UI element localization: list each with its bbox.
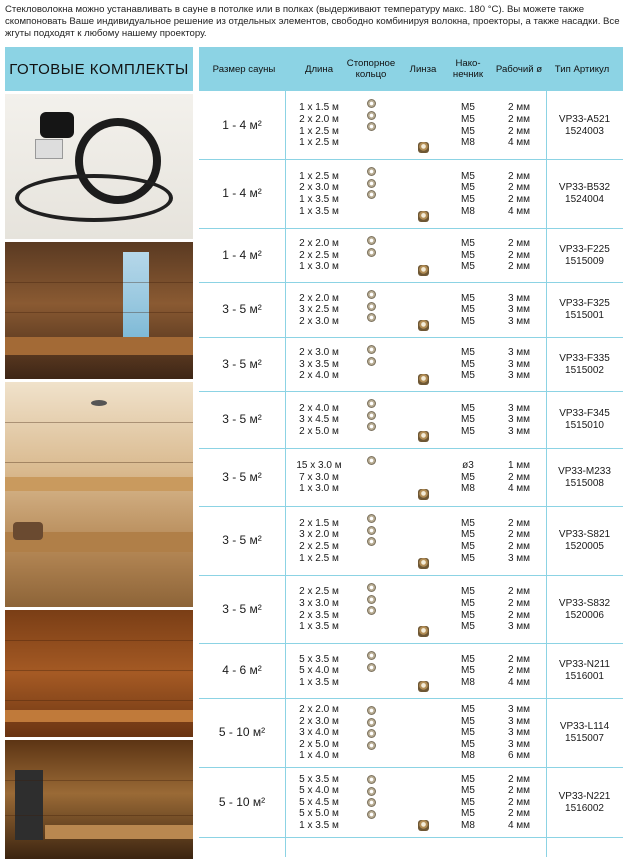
- type-article: [546, 576, 623, 643]
- tip-list: [445, 768, 491, 837]
- tip-value: M5: [461, 738, 475, 750]
- ring-icon: [367, 111, 376, 120]
- lens-icon: [418, 820, 429, 831]
- length-value: 2 x 2.5 м: [299, 249, 339, 261]
- length-value: 3 x 2.0 м: [299, 529, 339, 541]
- length-value: 3 x 2.5 м: [299, 304, 339, 316]
- tip-value: M5: [461, 773, 475, 785]
- length-value: 2 x 5.0 м: [299, 738, 339, 750]
- length-value: 7 x 3.0 м: [299, 471, 339, 483]
- type-article-value: VP33-S821: [558, 529, 611, 541]
- table-row: [199, 92, 623, 160]
- tip-value: M5: [461, 358, 475, 370]
- table-row: [199, 229, 623, 283]
- type-article-value: VP33-N221: [558, 790, 611, 802]
- tip-value: M5: [461, 541, 475, 552]
- tip-value: M5: [461, 125, 475, 137]
- length-value: 3 x 3.5 м: [299, 358, 339, 370]
- tip-value: M8: [461, 676, 475, 688]
- diameter-list: [492, 644, 546, 698]
- diameter-list: [492, 160, 546, 228]
- diameter-value: 2 мм: [507, 102, 531, 114]
- intro-text: Стекловолокна можно устанавливать в сауне в потолке или в полках (выдерживают температуру макс. 180 °C). Вы можете также скомпоновать Ваше индивидуальное решение из отдельных элементов, свободно комбинируя волокна, проекторы, а также насадки. Все жгуты подходят к любому нашему проектору.: [5, 4, 620, 39]
- diameter-value: 6 мм: [507, 750, 531, 762]
- length-value: 2 x 1.5 м: [299, 517, 339, 529]
- diameter-value: 3 мм: [507, 414, 531, 426]
- header-length: Длина: [304, 63, 334, 75]
- length-value: 3 x 3.0 м: [299, 597, 339, 609]
- type-article: [546, 160, 623, 228]
- diameter-value: 2 мм: [507, 182, 531, 194]
- type-article-value: VP33-F225: [559, 243, 610, 255]
- ring-icon: [367, 663, 376, 672]
- diameter-value: 2 мм: [507, 665, 531, 677]
- length-value: 1 x 1.5 м: [299, 102, 339, 114]
- lens-icon: [418, 431, 429, 442]
- ring-icon: [367, 651, 376, 660]
- tip-value: M5: [461, 715, 475, 727]
- length-value: 2 x 3.0 м: [299, 315, 339, 327]
- tip-value: M8: [461, 137, 475, 149]
- tip-value: M8: [461, 205, 475, 217]
- tip-list: [445, 229, 491, 282]
- type-article-value: 1520006: [565, 609, 604, 621]
- length-value: 5 x 5.0 м: [299, 808, 339, 820]
- tip-value: M5: [461, 170, 475, 182]
- length-value: 2 x 2.0 м: [299, 113, 339, 125]
- tip-value: M5: [461, 347, 475, 359]
- diameter-list: [492, 392, 546, 448]
- diameter-value: 2 мм: [507, 249, 531, 261]
- type-article-value: VP33-F345: [559, 408, 610, 420]
- table-row: [199, 699, 623, 768]
- ring-cell: [339, 644, 403, 698]
- ring-icon: [367, 514, 376, 523]
- type-article-value: 1516001: [565, 671, 604, 682]
- tip-value: M5: [461, 609, 475, 621]
- diameter-value: 3 мм: [507, 402, 531, 414]
- ring-cell: [339, 449, 403, 506]
- tip-value: M5: [461, 249, 475, 261]
- ring-icon: [367, 718, 376, 727]
- type-article-value: VP33-S832: [558, 597, 611, 609]
- type-article: [546, 229, 623, 282]
- type-article: [546, 392, 623, 448]
- diameter-value: 3 мм: [507, 315, 531, 327]
- length-value: 1 x 3.5 м: [299, 819, 339, 831]
- table-header: [199, 47, 623, 91]
- diameter-value: 2 мм: [507, 609, 531, 621]
- diameter-value: 3 мм: [507, 552, 531, 564]
- type-article-value: VP33-F335: [559, 352, 610, 364]
- tip-value: ø3: [462, 460, 474, 472]
- diameter-value: 3 мм: [507, 358, 531, 370]
- type-article: [546, 283, 623, 337]
- table-row: [199, 283, 623, 338]
- ring-icon: [367, 456, 376, 465]
- ring-icon: [367, 787, 376, 796]
- ring-cell: [339, 699, 403, 767]
- diameter-value: 2 мм: [507, 125, 531, 137]
- table-row: [199, 507, 623, 576]
- ring-icon: [367, 411, 376, 420]
- tip-list: [445, 576, 491, 643]
- tip-list: [445, 92, 491, 159]
- column-separator: [546, 91, 547, 857]
- type-article-value: VP33-F325: [559, 298, 610, 310]
- ring-icon: [367, 99, 376, 108]
- diameter-list: [492, 507, 546, 575]
- ring-cell: [339, 338, 403, 391]
- tip-value: M5: [461, 304, 475, 316]
- diameter-value: 3 мм: [507, 715, 531, 727]
- type-article-value: 1515008: [565, 477, 604, 489]
- tip-value: M5: [461, 597, 475, 609]
- ring-icon: [367, 537, 376, 546]
- section-title: [5, 47, 193, 91]
- length-value: 1 x 3.5 м: [299, 676, 339, 688]
- type-article: [546, 699, 623, 767]
- ring-icon: [367, 302, 376, 311]
- tip-value: M5: [461, 402, 475, 414]
- sauna-size: 1 - 4 м²: [222, 117, 262, 132]
- type-article-value: 1524003: [565, 125, 604, 137]
- diameter-value: 2 мм: [507, 653, 531, 665]
- tip-value: M5: [461, 785, 475, 797]
- diameter-value: 2 мм: [507, 517, 531, 529]
- tip-value: M5: [461, 471, 475, 483]
- tip-value: M5: [461, 102, 475, 114]
- type-article: [546, 92, 623, 159]
- column-separator: [285, 91, 286, 857]
- length-value: 3 x 4.5 м: [299, 414, 339, 426]
- ring-icon: [367, 399, 376, 408]
- length-value: 1 x 3.0 м: [299, 261, 339, 273]
- diameter-value: 3 мм: [507, 621, 531, 633]
- header-type-article: Тип Артикул: [554, 63, 610, 75]
- ring-cell: [339, 507, 403, 575]
- diameter-value: 3 мм: [507, 370, 531, 382]
- ring-icon: [367, 526, 376, 535]
- length-value: 15 x 3.0 м: [296, 460, 342, 472]
- length-value: 1 x 3.5 м: [299, 194, 339, 205]
- header-ring: Стопорное кольцо: [346, 58, 396, 80]
- ring-icon: [367, 583, 376, 592]
- tip-value: M5: [461, 517, 475, 529]
- sauna-photo-2: [5, 382, 193, 610]
- table-row: [199, 392, 623, 449]
- lens-icon: [418, 265, 429, 276]
- tip-value: M5: [461, 796, 475, 808]
- diameter-value: 4 мм: [507, 483, 531, 495]
- length-value: 1 x 2.5 м: [299, 137, 339, 149]
- type-article-value: VP33-N211: [559, 659, 610, 671]
- lens-icon: [418, 211, 429, 222]
- tip-value: M5: [461, 414, 475, 426]
- tip-value: M5: [461, 621, 475, 633]
- ring-icon: [367, 706, 376, 715]
- sauna-photo-4: [5, 740, 193, 862]
- diameter-value: 2 мм: [507, 785, 531, 797]
- ring-icon: [367, 179, 376, 188]
- length-value: 1 x 4.0 м: [299, 750, 339, 762]
- ring-icon: [367, 729, 376, 738]
- length-value: 2 x 2.5 м: [299, 541, 339, 552]
- table-row: [199, 449, 623, 507]
- length-value: 2 x 2.0 м: [299, 238, 339, 250]
- diameter-list: [492, 338, 546, 391]
- sauna-size: 5 - 10 м²: [218, 725, 266, 740]
- length-value: 5 x 3.5 м: [299, 773, 339, 785]
- tip-value: M8: [461, 483, 475, 495]
- ring-cell: [339, 92, 403, 159]
- ring-icon: [367, 595, 376, 604]
- type-article: [546, 449, 623, 506]
- diameter-value: 3 мм: [507, 738, 531, 750]
- tip-value: M5: [461, 529, 475, 541]
- tip-list: [445, 699, 491, 767]
- header-lens: Линза: [409, 63, 437, 75]
- length-value: 1 x 2.5 м: [299, 552, 339, 564]
- length-value: 2 x 3.0 м: [299, 347, 339, 359]
- type-article-value: 1515002: [565, 364, 604, 376]
- type-article: [546, 644, 623, 698]
- length-value: 1 x 3.5 м: [299, 621, 339, 633]
- diameter-value: 2 мм: [507, 586, 531, 598]
- length-value: 5 x 3.5 м: [299, 653, 339, 665]
- ring-icon: [367, 313, 376, 322]
- type-article-value: VP33-L114: [559, 721, 610, 733]
- lens-icon: [418, 558, 429, 569]
- length-value: 5 x 4.0 м: [299, 665, 339, 677]
- diameter-value: 3 мм: [507, 425, 531, 437]
- sauna-size: 1 - 4 м²: [222, 247, 262, 262]
- ring-icon: [367, 775, 376, 784]
- section-title-label: ГОТОВЫЕ КОМПЛЕКТЫ: [9, 60, 189, 78]
- tip-list: [445, 392, 491, 448]
- kits-table: [199, 47, 623, 857]
- type-article: [546, 768, 623, 837]
- type-article-value: VP33-A521: [558, 113, 611, 125]
- sauna-photo-3: [5, 610, 193, 740]
- tip-value: M8: [461, 819, 475, 831]
- length-value: 1 x 3.0 м: [299, 483, 339, 495]
- table-row: [199, 644, 623, 699]
- tip-list: [445, 644, 491, 698]
- ring-icon: [367, 422, 376, 431]
- diameter-list: [492, 229, 546, 282]
- length-value: 2 x 3.0 м: [299, 715, 339, 727]
- length-value: 2 x 3.5 м: [299, 609, 339, 621]
- type-article-value: 1524004: [565, 194, 604, 205]
- length-value: 2 x 4.0 м: [299, 402, 339, 414]
- ring-cell: [339, 229, 403, 282]
- diameter-value: 2 мм: [507, 261, 531, 273]
- tip-list: [445, 338, 491, 391]
- ring-cell: [339, 392, 403, 448]
- photo-column: [5, 94, 193, 862]
- type-article: [546, 507, 623, 575]
- tip-value: M5: [461, 194, 475, 205]
- length-value: 5 x 4.0 м: [299, 785, 339, 797]
- tip-value: M5: [461, 552, 475, 564]
- tip-value: M5: [461, 808, 475, 820]
- lens-icon: [418, 320, 429, 331]
- ring-icon: [367, 236, 376, 245]
- diameter-value: 4 мм: [507, 205, 531, 217]
- diameter-value: 2 мм: [507, 471, 531, 483]
- projector-kit-photo: [5, 94, 193, 242]
- diameter-value: 2 мм: [507, 773, 531, 785]
- sauna-size: 3 - 5 м²: [222, 412, 262, 427]
- diameter-value: 2 мм: [507, 238, 531, 250]
- type-article-value: 1516002: [565, 802, 604, 814]
- type-article: [546, 338, 623, 391]
- ring-icon: [367, 345, 376, 354]
- diameter-value: 2 мм: [507, 170, 531, 182]
- ring-icon: [367, 357, 376, 366]
- type-article-value: 1515009: [565, 255, 604, 267]
- tip-list: [445, 160, 491, 228]
- diameter-value: 2 мм: [507, 113, 531, 125]
- header-working-diameter: Рабочий ø: [495, 63, 543, 75]
- header-size: Размер сауны: [212, 63, 276, 75]
- header-tip: Нако-нечник: [452, 58, 484, 80]
- ring-icon: [367, 798, 376, 807]
- ring-icon: [367, 122, 376, 131]
- sauna-size: 3 - 5 м²: [222, 533, 262, 548]
- type-article-value: 1515010: [565, 420, 604, 431]
- lens-icon: [418, 681, 429, 692]
- length-value: 1 x 2.5 м: [299, 125, 339, 137]
- table-row: [199, 576, 623, 644]
- ring-cell: [339, 576, 403, 643]
- ring-icon: [367, 248, 376, 257]
- tip-value: M5: [461, 261, 475, 273]
- sauna-size: 3 - 5 м²: [222, 601, 262, 616]
- length-value: 2 x 4.0 м: [299, 370, 339, 382]
- diameter-value: 3 мм: [507, 292, 531, 304]
- tip-value: M5: [461, 727, 475, 739]
- diameter-value: 3 мм: [507, 704, 531, 716]
- length-value: 2 x 2.5 м: [299, 586, 339, 598]
- tip-value: M5: [461, 665, 475, 677]
- diameter-list: [492, 768, 546, 837]
- length-value: 3 x 4.0 м: [299, 727, 339, 739]
- tip-list: [445, 449, 491, 506]
- tip-value: M5: [461, 586, 475, 598]
- tip-value: M5: [461, 238, 475, 250]
- length-value: 2 x 3.0 м: [299, 182, 339, 194]
- diameter-value: 2 мм: [507, 796, 531, 808]
- diameter-list: [492, 449, 546, 506]
- length-value: 5 x 4.5 м: [299, 796, 339, 808]
- sauna-size: 1 - 4 м²: [222, 186, 262, 201]
- type-article-value: 1515007: [565, 733, 604, 744]
- tip-value: M5: [461, 315, 475, 327]
- type-article-value: 1520005: [565, 541, 604, 552]
- lens-icon: [418, 142, 429, 153]
- sauna-size: 4 - 6 м²: [222, 663, 262, 678]
- diameter-list: [492, 576, 546, 643]
- length-value: 2 x 5.0 м: [299, 425, 339, 437]
- tip-value: M5: [461, 113, 475, 125]
- ring-icon: [367, 741, 376, 750]
- tip-value: M5: [461, 425, 475, 437]
- diameter-value: 2 мм: [507, 541, 531, 552]
- diameter-value: 3 мм: [507, 727, 531, 739]
- ring-icon: [367, 167, 376, 176]
- diameter-value: 4 мм: [507, 676, 531, 688]
- ring-icon: [367, 290, 376, 299]
- table-row: [199, 768, 623, 838]
- length-value: 2 x 2.0 м: [299, 704, 339, 716]
- type-article-value: VP33-M233: [558, 465, 611, 477]
- ring-cell: [339, 283, 403, 337]
- tip-value: M5: [461, 182, 475, 194]
- table-row: [199, 338, 623, 392]
- type-article-value: 1515001: [565, 310, 604, 321]
- type-article-value: VP33-B532: [558, 182, 611, 194]
- ring-cell: [339, 768, 403, 837]
- table-row: [199, 160, 623, 229]
- diameter-value: 2 мм: [507, 597, 531, 609]
- diameter-value: 2 мм: [507, 194, 531, 205]
- sauna-photo-1: [5, 242, 193, 382]
- diameter-list: [492, 283, 546, 337]
- diameter-value: 3 мм: [507, 347, 531, 359]
- sauna-size: 3 - 5 м²: [222, 469, 262, 484]
- ring-icon: [367, 606, 376, 615]
- tip-value: M5: [461, 653, 475, 665]
- lens-icon: [418, 489, 429, 500]
- lens-icon: [418, 374, 429, 385]
- length-value: 1 x 3.5 м: [299, 205, 339, 217]
- diameter-value: 2 мм: [507, 808, 531, 820]
- tip-value: M8: [461, 750, 475, 762]
- diameter-value: 4 мм: [507, 819, 531, 831]
- tip-list: [445, 507, 491, 575]
- sauna-size: 5 - 10 м²: [218, 794, 266, 809]
- tip-value: M5: [461, 292, 475, 304]
- length-value: 1 x 2.5 м: [299, 170, 339, 182]
- tip-value: M5: [461, 704, 475, 716]
- sauna-size: 3 - 5 м²: [222, 356, 262, 371]
- lens-icon: [418, 626, 429, 637]
- ring-icon: [367, 810, 376, 819]
- sauna-size: 3 - 5 м²: [222, 302, 262, 317]
- ring-cell: [339, 160, 403, 228]
- diameter-list: [492, 92, 546, 159]
- tip-value: M5: [461, 370, 475, 382]
- length-value: 2 x 2.0 м: [299, 292, 339, 304]
- diameter-value: 1 мм: [507, 460, 531, 472]
- ring-icon: [367, 190, 376, 199]
- diameter-value: 4 мм: [507, 137, 531, 149]
- diameter-list: [492, 699, 546, 767]
- tip-list: [445, 283, 491, 337]
- diameter-value: 3 мм: [507, 304, 531, 316]
- diameter-value: 2 мм: [507, 529, 531, 541]
